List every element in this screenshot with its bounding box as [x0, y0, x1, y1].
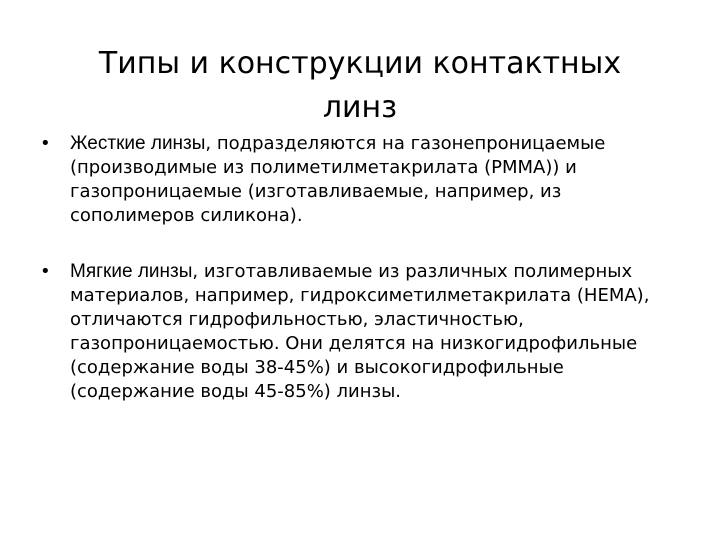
bullet-item-soft-lenses [40, 260, 690, 404]
bullet-list [40, 132, 690, 404]
bullet-text: , подразделяются на газонепроницаемые (производимые из полиметилметакрилата (PMMA)) и газопроницаемые (изготавливаемые, например, из сополимеров силикона). [70, 133, 606, 226]
slide-title-line-2: линз [322, 90, 398, 126]
bullet-term: Жесткие линзы [70, 133, 206, 154]
bullet-text: , изготавливаемые из различных полимерных материалов, например, гидроксиметилметакрилата (HEMA), отличаются гидрофильностью, эластичностью, газопроницаемостью. Они делятся на низкогидрофильные (содержание воды 38-45%) и высокогидрофильные (содержание воды 45-85%) линзы. [70, 261, 650, 402]
bullet-item-rigid-lenses [40, 132, 690, 228]
bullet-mark: • [40, 261, 51, 282]
bullet-mark: • [40, 133, 51, 154]
bullet-term: Мягкие линзы [70, 261, 193, 282]
slide-title-line-1: Типы и конструкции контактных [98, 46, 622, 82]
slide-title [60, 42, 660, 130]
